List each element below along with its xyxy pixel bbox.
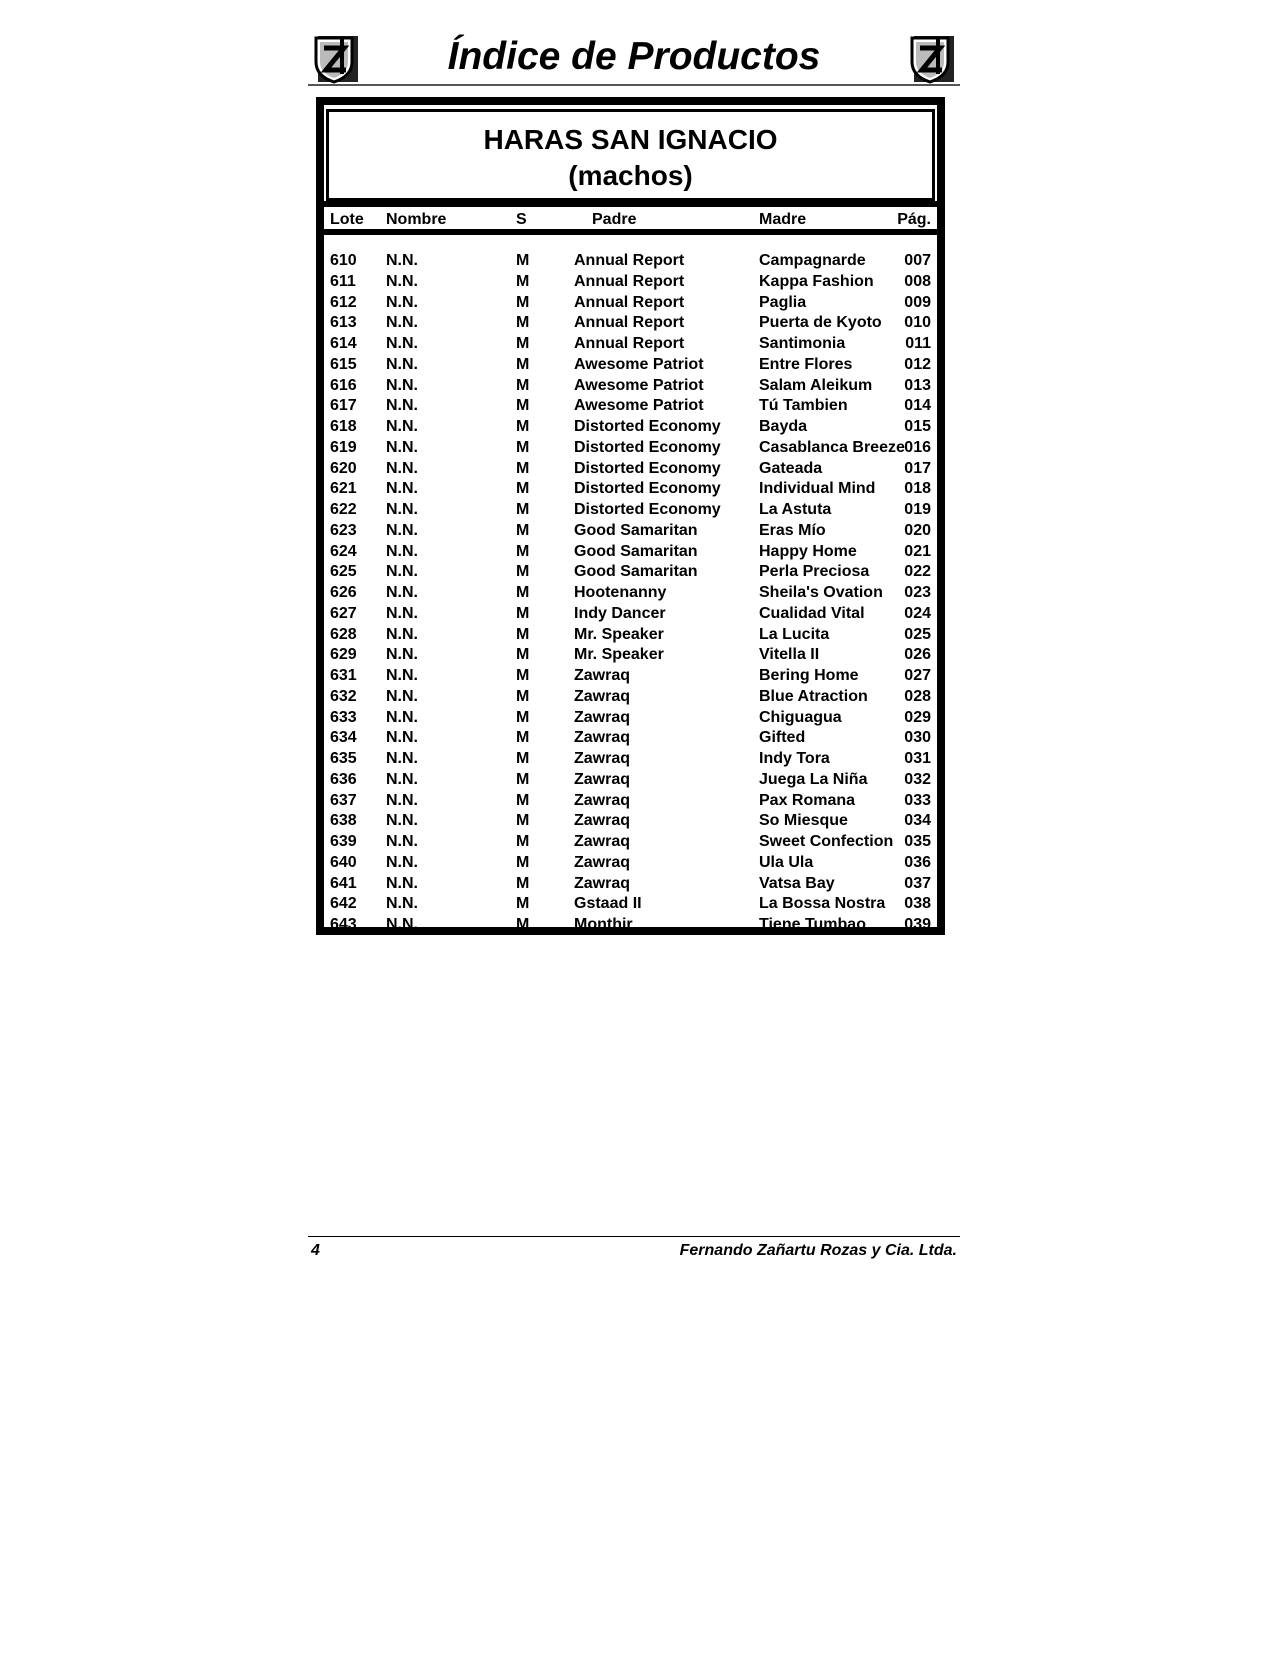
sexo-cell: M	[516, 584, 530, 601]
lote-cell: 634	[330, 729, 357, 747]
padre-cell: Monthir	[574, 916, 633, 933]
pagina-cell: 023	[904, 584, 931, 601]
pagina-cell: 021	[904, 542, 931, 560]
padre-cell: Zawraq	[574, 687, 631, 705]
table-row	[324, 749, 937, 770]
nombre-cell: N.N.	[386, 335, 418, 352]
nombre-cell: N.N.	[386, 708, 418, 726]
lote-cell: 640	[330, 853, 357, 871]
pagina-cell: 036	[904, 853, 931, 871]
table-row	[324, 396, 937, 417]
sexo-cell: M	[516, 687, 530, 705]
sexo-cell: M	[516, 314, 530, 332]
madre-cell: Paglia	[759, 293, 807, 311]
table-row	[324, 542, 937, 563]
nombre-cell: N.N.	[386, 272, 418, 290]
table-row	[324, 832, 937, 853]
pagina-cell: 027	[904, 667, 931, 684]
table-row	[324, 251, 937, 272]
nombre-cell: N.N.	[386, 667, 418, 684]
nombre-cell: N.N.	[386, 791, 418, 809]
nombre-cell: N.N.	[386, 563, 418, 581]
pagina-cell: 031	[904, 750, 931, 767]
nombre-cell: N.N.	[386, 584, 418, 601]
pagina-cell: 034	[904, 812, 931, 830]
page-number: 4	[311, 1242, 320, 1259]
sexo-cell: M	[516, 646, 530, 664]
sexo-cell: M	[516, 459, 530, 477]
padre-cell: Zawraq	[574, 729, 631, 747]
padre-cell: Good Samaritan	[574, 521, 698, 539]
lote-cell: 618	[330, 418, 357, 435]
sexo-cell: M	[516, 895, 530, 913]
padre-cell: Awesome Patriot	[574, 397, 704, 415]
lote-cell: 620	[330, 459, 357, 477]
product-index-box	[316, 97, 945, 935]
table-body	[324, 251, 937, 936]
madre-cell: Gifted	[759, 729, 806, 747]
padre-cell: Zawraq	[574, 770, 631, 788]
sexo-cell: M	[516, 252, 530, 269]
madre-cell: Casablanca Breeze	[759, 438, 905, 456]
madre-cell: Individual Mind	[759, 480, 876, 498]
madre-cell: Pax Romana	[759, 791, 856, 809]
table-row	[324, 313, 937, 334]
title-divider	[324, 201, 937, 207]
stud-subtitle: (machos)	[568, 160, 693, 191]
table-row	[324, 355, 937, 376]
lote-cell: 623	[330, 521, 357, 539]
nombre-cell: N.N.	[386, 314, 418, 332]
lote-cell: 624	[330, 542, 357, 560]
padre-cell: Hootenanny	[574, 584, 667, 601]
nombre-cell: N.N.	[386, 438, 418, 456]
lote-cell: 610	[330, 252, 357, 269]
pagina-cell: 014	[904, 397, 931, 415]
lote-cell: 612	[330, 293, 357, 311]
madre-cell: Happy Home	[759, 542, 857, 560]
sexo-cell: M	[516, 376, 530, 394]
box-title	[326, 109, 935, 201]
pagina-cell: 008	[904, 272, 931, 290]
zr-shield-logo-icon	[908, 34, 956, 84]
lote-cell: 611	[330, 272, 356, 290]
page-title: Índice de Productos	[447, 35, 821, 78]
lote-cell: 626	[330, 584, 357, 601]
madre-cell: Perla Preciosa	[759, 563, 870, 581]
nombre-cell: N.N.	[386, 646, 418, 664]
madre-cell: Campagnarde	[759, 252, 866, 269]
padre-cell: Zawraq	[574, 667, 631, 684]
sexo-cell: M	[516, 563, 530, 581]
pagina-cell: 009	[904, 293, 931, 311]
padre-cell: Distorted Economy	[574, 480, 721, 498]
page-header	[308, 30, 960, 86]
pagina-cell: 015	[904, 418, 931, 435]
table-row	[324, 791, 937, 812]
table-row	[324, 645, 937, 666]
pagina-cell: 035	[904, 833, 931, 850]
nombre-cell: N.N.	[386, 542, 418, 560]
sexo-cell: M	[516, 770, 530, 788]
table-row	[324, 708, 937, 729]
column-header-padre: Padre	[592, 211, 637, 228]
padre-cell: Mr. Speaker	[574, 625, 664, 643]
table-row	[324, 417, 937, 438]
padre-cell: Mr. Speaker	[574, 646, 664, 664]
padre-cell: Zawraq	[574, 833, 631, 850]
pagina-cell: 030	[904, 729, 931, 747]
nombre-cell: N.N.	[386, 812, 418, 830]
table-row	[324, 874, 937, 895]
lote-cell: 616	[330, 376, 357, 394]
madre-cell: Vatsa Bay	[759, 874, 835, 892]
sexo-cell: M	[516, 874, 530, 892]
sexo-cell: M	[516, 812, 530, 830]
lote-cell: 637	[330, 791, 357, 809]
pagina-cell: 016	[904, 438, 931, 456]
madre-cell: Indy Tora	[759, 750, 830, 767]
sexo-cell: M	[516, 604, 530, 622]
padre-cell: Zawraq	[574, 750, 631, 767]
table-row	[324, 583, 937, 604]
table-row	[324, 438, 937, 459]
madre-cell: Bering Home	[759, 667, 859, 684]
padre-cell: Zawraq	[574, 812, 631, 830]
padre-cell: Distorted Economy	[574, 418, 721, 435]
table-row	[324, 666, 937, 687]
lote-cell: 625	[330, 563, 357, 581]
padre-cell: Awesome Patriot	[574, 355, 704, 373]
pagina-cell: 011	[905, 335, 931, 352]
column-header-sexo: S	[516, 211, 527, 228]
pagina-cell: 037	[904, 874, 931, 892]
madre-cell: Eras Mío	[759, 521, 826, 539]
stud-name: HARAS SAN IGNACIO	[483, 124, 778, 155]
madre-cell: Salam Aleikum	[759, 376, 873, 394]
nombre-cell: N.N.	[386, 625, 418, 643]
sexo-cell: M	[516, 729, 530, 747]
sexo-cell: M	[516, 853, 530, 871]
madre-cell: Gateada	[759, 459, 823, 477]
table-row	[324, 770, 937, 791]
nombre-cell: N.N.	[386, 418, 418, 435]
pagina-cell: 029	[904, 708, 931, 726]
padre-cell: Good Samaritan	[574, 542, 698, 560]
nombre-cell: N.N.	[386, 770, 418, 788]
lote-cell: 631	[330, 667, 357, 684]
madre-cell: Sheila's Ovation	[759, 584, 883, 601]
table-row	[324, 376, 937, 397]
table-row	[324, 728, 937, 749]
table-row	[324, 811, 937, 832]
nombre-cell: N.N.	[386, 853, 418, 871]
column-header-pagina: Pág.	[897, 211, 931, 228]
nombre-cell: N.N.	[386, 252, 418, 269]
column-header-lote: Lote	[330, 211, 364, 228]
nombre-cell: N.N.	[386, 729, 418, 747]
sexo-cell: M	[516, 791, 530, 809]
lote-cell: 639	[330, 833, 357, 850]
madre-cell: Vitella II	[759, 646, 820, 664]
table-row	[324, 272, 937, 293]
padre-cell: Zawraq	[574, 791, 631, 809]
sexo-cell: M	[516, 438, 530, 456]
table-row	[324, 853, 937, 874]
lote-cell: 627	[330, 604, 357, 622]
padre-cell: Annual Report	[574, 272, 685, 290]
table-row	[324, 604, 937, 625]
sexo-cell: M	[516, 667, 530, 684]
sexo-cell: M	[516, 833, 530, 850]
nombre-cell: N.N.	[386, 916, 418, 933]
table-row	[324, 459, 937, 480]
madre-cell: La Astuta	[759, 501, 832, 518]
lote-cell: 638	[330, 812, 357, 830]
column-header-madre: Madre	[759, 211, 807, 228]
header-divider	[308, 84, 960, 86]
zr-shield-logo-icon	[312, 34, 360, 84]
pagina-cell: 026	[904, 646, 931, 664]
padre-cell: Distorted Economy	[574, 459, 721, 477]
nombre-cell: N.N.	[386, 480, 418, 498]
pagina-cell: 010	[904, 314, 931, 332]
madre-cell: Bayda	[759, 418, 808, 435]
padre-cell: Annual Report	[574, 314, 685, 332]
nombre-cell: N.N.	[386, 874, 418, 892]
company-name: Fernando Zañartu Rozas y Cia. Ltda.	[679, 1242, 957, 1259]
nombre-cell: N.N.	[386, 459, 418, 477]
sexo-cell: M	[516, 521, 530, 539]
lote-cell: 629	[330, 646, 357, 664]
lote-cell: 643	[330, 916, 357, 933]
madre-cell: Sweet Confection	[759, 833, 894, 850]
nombre-cell: N.N.	[386, 750, 418, 767]
sexo-cell: M	[516, 293, 530, 311]
lote-cell: 622	[330, 501, 357, 518]
madre-cell: Chiguagua	[759, 708, 842, 726]
padre-cell: Gstaad II	[574, 895, 642, 913]
padre-cell: Distorted Economy	[574, 438, 721, 456]
table-row	[324, 562, 937, 583]
sexo-cell: M	[516, 397, 530, 415]
pagina-cell: 038	[904, 895, 931, 913]
madre-cell: Entre Flores	[759, 355, 853, 373]
nombre-cell: N.N.	[386, 376, 418, 394]
lote-cell: 614	[330, 335, 357, 352]
pagina-cell: 033	[904, 791, 931, 809]
nombre-cell: N.N.	[386, 604, 418, 622]
sexo-cell: M	[516, 750, 530, 767]
pagina-cell: 018	[904, 480, 931, 498]
lote-cell: 619	[330, 438, 357, 456]
nombre-cell: N.N.	[386, 397, 418, 415]
padre-cell: Zawraq	[574, 874, 631, 892]
lote-cell: 617	[330, 397, 357, 415]
table-row	[324, 915, 937, 936]
nombre-cell: N.N.	[386, 895, 418, 913]
table-row	[324, 293, 937, 314]
table-row	[324, 625, 937, 646]
madre-cell: Ula Ula	[759, 853, 814, 871]
lote-cell: 641	[330, 874, 357, 892]
sexo-cell: M	[516, 625, 530, 643]
madre-cell: Kappa Fashion	[759, 272, 874, 290]
madre-cell: Puerta de Kyoto	[759, 314, 882, 332]
sexo-cell: M	[516, 335, 530, 352]
table-row	[324, 500, 937, 521]
lote-cell: 632	[330, 687, 357, 705]
padre-cell: Distorted Economy	[574, 501, 721, 518]
header-divider-rule	[324, 229, 937, 235]
sexo-cell: M	[516, 480, 530, 498]
pagina-cell: 022	[904, 563, 931, 581]
lote-cell: 633	[330, 708, 357, 726]
padre-cell: Annual Report	[574, 293, 685, 311]
nombre-cell: N.N.	[386, 521, 418, 539]
pagina-cell: 013	[904, 376, 931, 394]
table-row	[324, 334, 937, 355]
pagina-cell: 020	[904, 521, 931, 539]
padre-cell: Awesome Patriot	[574, 376, 704, 394]
madre-cell: La Lucita	[759, 625, 830, 643]
padre-cell: Indy Dancer	[574, 604, 666, 622]
madre-cell: La Bossa Nostra	[759, 895, 886, 913]
sexo-cell: M	[516, 708, 530, 726]
lote-cell: 635	[330, 750, 357, 767]
lote-cell: 642	[330, 895, 357, 913]
table-row	[324, 687, 937, 708]
lote-cell: 615	[330, 355, 357, 373]
sexo-cell: M	[516, 272, 530, 290]
lote-cell: 628	[330, 625, 357, 643]
nombre-cell: N.N.	[386, 355, 418, 373]
pagina-cell: 024	[904, 604, 931, 622]
padre-cell: Zawraq	[574, 708, 631, 726]
table-row	[324, 521, 937, 542]
pagina-cell: 012	[904, 355, 931, 373]
madre-cell: Cualidad Vital	[759, 604, 865, 622]
padre-cell: Good Samaritan	[574, 563, 698, 581]
nombre-cell: N.N.	[386, 833, 418, 850]
pagina-cell: 028	[904, 687, 931, 705]
column-header-nombre: Nombre	[386, 211, 447, 228]
sexo-cell: M	[516, 355, 530, 373]
lote-cell: 621	[330, 480, 357, 498]
pagina-cell: 017	[904, 459, 931, 477]
madre-cell: Blue Atraction	[759, 687, 868, 705]
footer-divider	[308, 1236, 960, 1237]
table-row	[324, 894, 937, 915]
lote-cell: 636	[330, 770, 357, 788]
lote-cell: 613	[330, 314, 357, 332]
pagina-cell: 025	[904, 625, 931, 643]
sexo-cell: M	[516, 501, 530, 518]
padre-cell: Zawraq	[574, 853, 631, 871]
madre-cell: So Miesque	[759, 812, 848, 830]
padre-cell: Annual Report	[574, 335, 685, 352]
nombre-cell: N.N.	[386, 687, 418, 705]
madre-cell: Tiene Tumbao	[759, 916, 866, 933]
padre-cell: Annual Report	[574, 252, 685, 269]
pagina-cell: 007	[904, 252, 931, 269]
pagina-cell: 019	[904, 501, 931, 518]
pagina-cell: 039	[904, 916, 931, 933]
sexo-cell: M	[516, 542, 530, 560]
pagina-cell: 032	[904, 770, 931, 788]
madre-cell: Tú Tambien	[759, 397, 848, 415]
sexo-cell: M	[516, 418, 530, 435]
table-row	[324, 479, 937, 500]
nombre-cell: N.N.	[386, 293, 418, 311]
madre-cell: Juega La Niña	[759, 770, 868, 788]
sexo-cell: M	[516, 916, 530, 933]
nombre-cell: N.N.	[386, 501, 418, 518]
madre-cell: Santimonia	[759, 335, 846, 352]
